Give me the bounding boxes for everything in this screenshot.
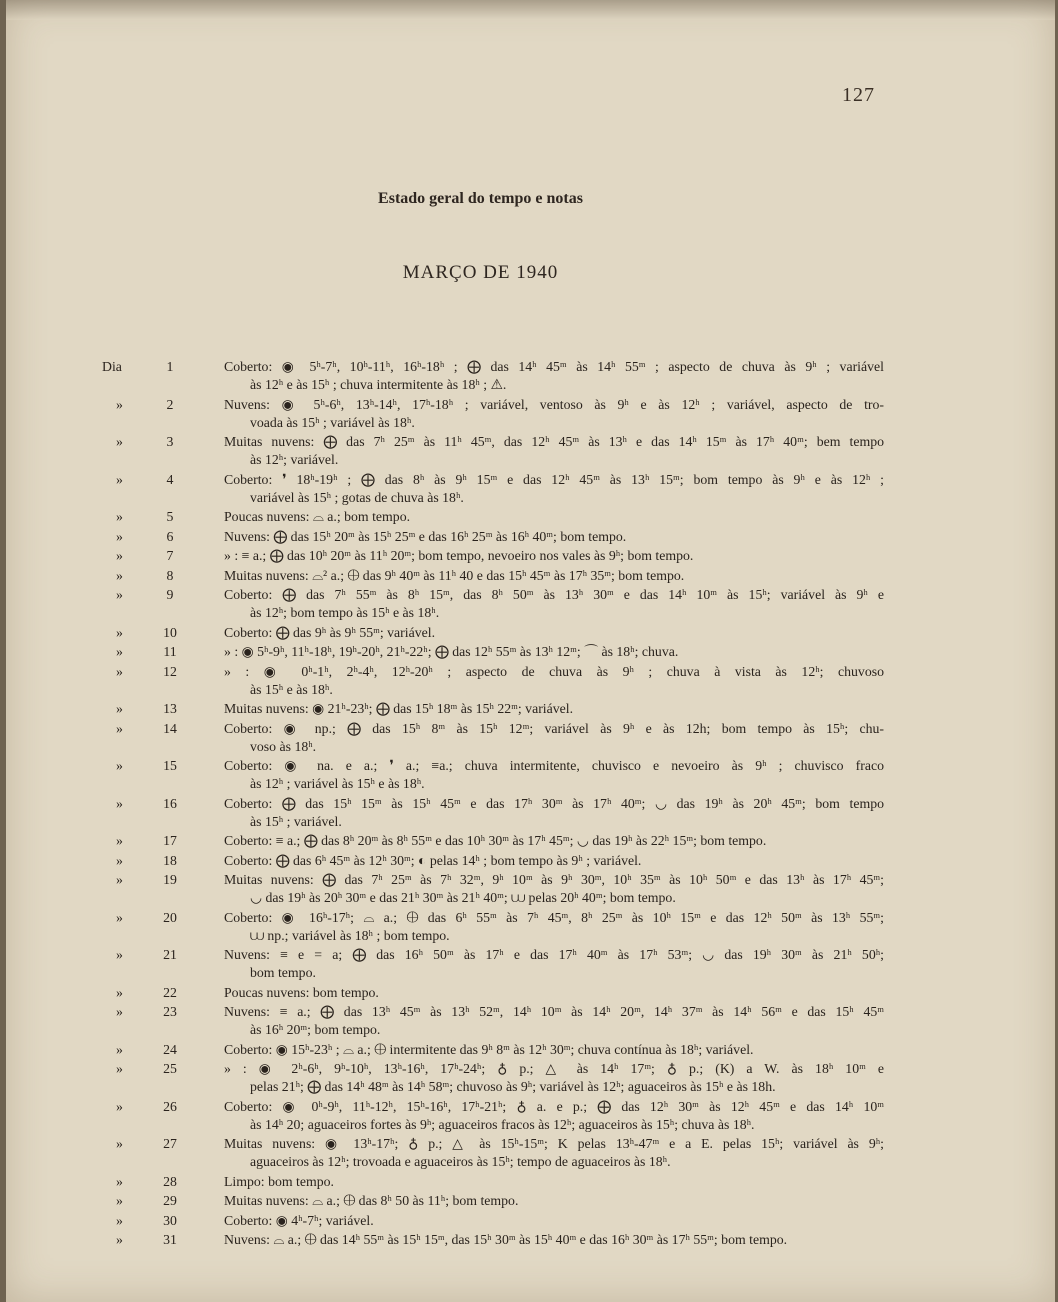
- entry-prefix: »: [116, 567, 123, 583]
- entry-text-line: Coberto: ≡ a.; ⨁ das 8ʰ 20ᵐ às 8ʰ 55ᵐ e das 10ʰ 30ᵐ às 17ʰ 45ᵐ; ◡ das 19ʰ às 22ʰ 15ᵐ; bom tempo.: [224, 833, 767, 848]
- entry-prefix: »: [116, 852, 123, 868]
- entry-row: [6, 1192, 1055, 1210]
- entry-text-line: Muitas nuvens: ⌓² a.; ⨁ das 9ʰ 40ᵐ às 11ʰ 40 e das 15ʰ 45ᵐ às 17ʰ 35ᵐ; bom tempo.: [224, 567, 685, 583]
- page-number: 127: [842, 84, 875, 106]
- entry-text-line: Muitas nuvens: ◉ 13ʰ-17ʰ; ♁ p.; △ às 15ʰ-15ᵐ; K pelas 13ʰ-47ᵐ e a E. pelas 15ʰ; variável às 9ʰ;: [224, 1136, 884, 1151]
- entry-prefix: »: [116, 1212, 123, 1228]
- entry-prefix: »: [116, 795, 123, 811]
- entry-prefix: »: [116, 1041, 123, 1057]
- entry-day: 17: [163, 833, 177, 848]
- entry-text: [224, 871, 884, 907]
- weather-entries-list: [6, 358, 1055, 1251]
- entry-prefix: »: [116, 528, 123, 544]
- entry-row: [6, 586, 1055, 622]
- entry-day: 6: [166, 528, 174, 544]
- entry-text: [224, 1003, 884, 1039]
- entry-row: [6, 1231, 1055, 1249]
- month-title-text: MARÇO DE 1940: [402, 262, 559, 283]
- entry-text-line: Coberto: ◉ 5ʰ-7ʰ, 10ʰ-11ʰ, 16ʰ-18ʰ ; ⨁ das 14ʰ 45ᵐ às 14ʰ 55ᵐ ; aspecto de chuva às 9ʰ ; variável: [224, 359, 884, 374]
- entry-text: [224, 795, 884, 831]
- entry-text: [224, 433, 884, 469]
- entry-day: 25: [163, 1061, 177, 1076]
- entry-text-line: às 12ʰ; bom tempo às 15ʰ e às 18ʰ.: [250, 605, 440, 620]
- entry-text: [224, 643, 884, 661]
- entry-prefix: »: [116, 509, 123, 524]
- entry-text: [224, 1212, 884, 1230]
- entry-prefix: »: [116, 758, 123, 773]
- entry-text: [224, 1192, 884, 1210]
- entry-text: [224, 1098, 884, 1134]
- month-title: [6, 262, 1055, 284]
- entry-text: [224, 757, 884, 793]
- entry-text-line: às 15ʰ e às 18ʰ.: [250, 681, 333, 697]
- entry-text-line: voada às 15ʰ ; variável às 18ʰ.: [250, 414, 415, 430]
- entry-row: [6, 946, 1055, 982]
- entry-text: [224, 1173, 884, 1191]
- entry-row: [6, 624, 1055, 642]
- entry-day: 9: [166, 587, 174, 602]
- entry-text-line: Coberto: ⨁ das 7ʰ 55ᵐ às 8ʰ 15ᵐ, das 8ʰ 50ᵐ às 13ʰ 30ᵐ e das 14ʰ 10ᵐ às 15ʰ; variável às 9ʰ e: [224, 587, 884, 602]
- entry-day: 27: [163, 1136, 177, 1151]
- entry-text-line: Nuvens: ≡ e = a; ⨁ das 16ʰ 50ᵐ às 17ʰ e das 17ʰ 40ᵐ às 17ʰ 53ᵐ; ◡ das 19ʰ 30ᵐ às 21ʰ 50ʰ;: [224, 947, 884, 962]
- entry-prefix: »: [116, 1136, 123, 1151]
- entry-prefix: »: [116, 947, 123, 962]
- entry-row: [6, 984, 1055, 1002]
- entry-day: 2: [166, 396, 174, 412]
- entry-text-line: Coberto: ◉ na. e a.; ❜ a.; ≡a.; chuva intermitente, chuvisco e nevoeiro às 9ʰ ; chuvisco fraco: [224, 758, 884, 773]
- entry-text-line: Limpo: bom tempo.: [224, 1173, 334, 1189]
- entry-text-line: Coberto: ◉ 15ʰ-23ʰ ; ⌓ a.; ⨁ intermitente das 9ʰ 8ᵐ às 12ʰ 30ᵐ; chuva contínua às 18ʰ; variável.: [224, 1041, 754, 1057]
- entry-text-line: voso às 18ʰ.: [250, 738, 317, 754]
- entry-text-line: Coberto: ◉ 4ʰ-7ʰ; variável.: [224, 1212, 374, 1228]
- entry-text-line: Coberto: ◉ 16ʰ-17ʰ; ⌓ a.; ⨁ das 6ʰ 55ᵐ às 7ʰ 45ᵐ, 8ʰ 25ᵐ às 10ʰ 15ᵐ e das 12ʰ 50ᵐ às 13ʰ 55ᵐ;: [224, 909, 884, 925]
- entry-day: 20: [163, 909, 177, 925]
- entry-row: [6, 1041, 1055, 1059]
- entry-text: [224, 1060, 884, 1096]
- entry-text-line: às 12ʰ; variável.: [250, 452, 339, 467]
- entry-row: [6, 471, 1055, 507]
- entry-prefix: »: [116, 1061, 123, 1076]
- entry-prefix: »: [116, 1098, 123, 1114]
- entry-day: 13: [163, 701, 177, 716]
- entry-day: 7: [166, 548, 174, 563]
- entry-row: [6, 528, 1055, 546]
- entry-row: [6, 909, 1055, 945]
- entry-text: [224, 508, 884, 526]
- document-page: [6, 0, 1055, 1302]
- entry-prefix: »: [116, 833, 123, 848]
- entry-prefix: »: [116, 1232, 123, 1247]
- entry-text-line: Coberto: ⨁ das 15ʰ 15ᵐ às 15ʰ 45ᵐ e das 17ʰ 30ᵐ às 17ʰ 40ᵐ; ◡ das 19ʰ às 20ʰ 45ᵐ; bom tempo: [224, 795, 884, 811]
- entry-row: [6, 1135, 1055, 1171]
- entry-text-line: às 16ʰ 20ᵐ; bom tempo.: [250, 1022, 381, 1037]
- entry-row: [6, 757, 1055, 793]
- entry-day: 16: [163, 795, 177, 811]
- section-title: [6, 190, 1055, 208]
- entry-row: [6, 871, 1055, 907]
- entry-row: [6, 547, 1055, 565]
- entry-day: 11: [163, 644, 177, 659]
- entry-text-line: » : ◉ 0ʰ-1ʰ, 2ʰ-4ʰ, 12ʰ-20ʰ ; aspecto de chuva às 9ʰ ; chuva à vista às 12ʰ; chuvoso: [224, 663, 884, 679]
- entry-row: [6, 396, 1055, 432]
- entry-text-line: ⩊ np.; variável às 18ʰ ; bom tempo.: [250, 927, 450, 943]
- entry-day: 23: [163, 1004, 177, 1019]
- entry-text-line: Poucas nuvens: bom tempo.: [224, 984, 379, 1000]
- entry-prefix: »: [116, 471, 123, 487]
- entry-row: [6, 1098, 1055, 1134]
- entry-prefix: Dia: [102, 359, 122, 374]
- entry-text-line: Muitas nuvens: ⨁ das 7ʰ 25ᵐ às 11ʰ 45ᵐ, das 12ʰ 45ᵐ às 13ʰ e das 14ʰ 15ᵐ às 17ʰ 40ᵐ; bem tempo: [224, 434, 884, 449]
- entry-text: [224, 567, 884, 585]
- entry-text-line: bom tempo.: [250, 965, 316, 980]
- entry-text: [224, 358, 884, 394]
- entry-text-line: » : ≡ a.; ⨁ das 10ʰ 20ᵐ às 11ʰ 20ᵐ; bom tempo, nevoeiro nos vales às 9ʰ; bom tempo.: [224, 548, 694, 563]
- entry-text-line: Coberto: ◉ np.; ⨁ das 15ʰ 8ᵐ às 15ʰ 12ᵐ; variável às 9ʰ e às 12h; bom tempo às 15ʰ; chu-: [224, 720, 884, 736]
- entry-row: [6, 663, 1055, 699]
- entry-row: [6, 1212, 1055, 1230]
- entry-prefix: »: [116, 548, 123, 563]
- entry-text-line: Muitas nuvens: ◉ 21ʰ-23ʰ; ⨁ das 15ʰ 18ᵐ às 15ʰ 22ᵐ; variável.: [224, 701, 574, 716]
- entry-day: 12: [163, 663, 177, 679]
- entry-text-line: às 15ʰ ; variável.: [250, 813, 342, 829]
- entry-text: [224, 1041, 884, 1059]
- entry-day: 21: [163, 947, 177, 962]
- entry-text: [224, 700, 884, 718]
- entry-prefix: »: [116, 1173, 123, 1189]
- entry-row: [6, 643, 1055, 661]
- entry-prefix: »: [116, 720, 123, 736]
- entry-text: [224, 396, 884, 432]
- entry-text-line: Poucas nuvens: ⌓ a.; bom tempo.: [224, 509, 411, 524]
- entry-row: [6, 508, 1055, 526]
- entry-prefix: »: [116, 984, 123, 1000]
- entry-text: [224, 586, 884, 622]
- page-edge-shadow: [6, 0, 1055, 20]
- entry-text-line: » : ◉ 5ʰ-9ʰ, 11ʰ-18ʰ, 19ʰ-20ʰ, 21ʰ-22ʰ; ⨁ das 12ʰ 55ᵐ às 13ʰ 12ᵐ; ⌒ às 18ʰ; chuva.: [224, 644, 679, 659]
- entry-text: [224, 946, 884, 982]
- entry-prefix: »: [116, 624, 123, 640]
- section-title-text: Estado geral do tempo e notas: [378, 190, 583, 207]
- entry-day: 31: [163, 1232, 177, 1247]
- entry-day: 29: [163, 1193, 177, 1208]
- entry-row: [6, 700, 1055, 718]
- entry-text: [224, 909, 884, 945]
- entry-text-line: às 12ʰ ; variável às 15ʰ e às 18ʰ.: [250, 776, 425, 791]
- entry-text-line: Nuvens: ⌓ a.; ⨁ das 14ʰ 55ᵐ às 15ʰ 15ᵐ, das 15ʰ 30ᵐ às 15ʰ 40ᵐ e das 16ʰ 30ᵐ às 17ʰ 55ᵐ; bom tempo.: [224, 1232, 788, 1247]
- entry-text-line: Coberto: ⨁ das 9ʰ às 9ʰ 55ᵐ; variável.: [224, 624, 436, 640]
- entry-day: 1: [166, 359, 174, 374]
- entry-row: [6, 852, 1055, 870]
- entry-day: 4: [166, 471, 174, 487]
- entry-text-line: ◡ das 19ʰ às 20ʰ 30ᵐ e das 21ʰ 30ᵐ às 21ʰ 40ᵐ; ⩊ pelas 20ʰ 40ᵐ; bom tempo.: [250, 890, 676, 905]
- entry-text-line: Coberto: ◉ 0ʰ-9ʰ, 11ʰ-12ʰ, 15ʰ-16ʰ, 17ʰ-21ʰ; ♁ a. e p.; ⨁ das 12ʰ 30ᵐ às 12ʰ 45ᵐ e das 14ʰ 10ᵐ: [224, 1098, 884, 1114]
- entry-text: [224, 720, 884, 756]
- entry-text: [224, 471, 884, 507]
- entry-prefix: »: [116, 1193, 123, 1208]
- entry-text-line: às 14ʰ 20; aguaceiros fortes às 9ʰ; aguaceiros fracos às 12ʰ; aguaceiros às 15ʰ; chuva às 18ʰ.: [250, 1116, 755, 1132]
- entry-day: 5: [166, 509, 174, 524]
- entry-prefix: »: [116, 909, 123, 925]
- entry-text: [224, 624, 884, 642]
- entry-day: 14: [163, 720, 177, 736]
- entry-row: [6, 567, 1055, 585]
- entry-day: 24: [163, 1041, 177, 1057]
- entry-text-line: Nuvens: ◉ 5ʰ-6ʰ, 13ʰ-14ʰ, 17ʰ-18ʰ ; variável, ventoso às 9ʰ e às 12ʰ ; variável, aspecto de tro-: [224, 396, 884, 412]
- entry-row: [6, 358, 1055, 394]
- entry-prefix: »: [116, 434, 123, 449]
- entry-text: [224, 528, 884, 546]
- entry-day: 19: [163, 872, 177, 887]
- entry-text-line: às 12ʰ e às 15ʰ ; chuva intermitente às 18ʰ ; ⚠.: [250, 377, 507, 392]
- entry-text-line: Muitas nuvens: ⌓ a.; ⨁ das 8ʰ 50 às 11ʰ; bom tempo.: [224, 1193, 519, 1208]
- entry-day: 22: [163, 984, 177, 1000]
- entry-text-line: Nuvens: ≡ a.; ⨁ das 13ʰ 45ᵐ às 13ʰ 52ᵐ, 14ʰ 10ᵐ às 14ʰ 20ᵐ, 14ʰ 37ᵐ às 14ʰ 56ᵐ e das 15ʰ 45ᵐ: [224, 1004, 884, 1019]
- entry-prefix: »: [116, 587, 123, 602]
- entry-day: 8: [166, 567, 174, 583]
- entry-text-line: Nuvens: ⨁ das 15ʰ 20ᵐ às 15ʰ 25ᵐ e das 16ʰ 25ᵐ às 16ʰ 40ᵐ; bom tempo.: [224, 528, 627, 544]
- entry-day: 3: [166, 434, 174, 449]
- entry-day: 15: [163, 758, 177, 773]
- entry-day: 28: [163, 1173, 177, 1189]
- entry-prefix: »: [116, 701, 123, 716]
- entry-prefix: »: [116, 396, 123, 412]
- entry-prefix: »: [116, 644, 123, 659]
- entry-text-line: Coberto: ❜ 18ʰ-19ʰ ; ⨁ das 8ʰ às 9ʰ 15ᵐ e das 12ʰ 45ᵐ às 13ʰ 15ᵐ; bom tempo às 9ʰ e às 12ʰ ;: [224, 471, 884, 487]
- entry-day: 30: [163, 1212, 177, 1228]
- entry-prefix: »: [116, 872, 123, 887]
- entry-text-line: » : ◉ 2ʰ-6ʰ, 9ʰ-10ʰ, 13ʰ-16ʰ, 17ʰ-24ʰ; ♁ p.; △ às 14ʰ 17ᵐ; ♁ p.; (K) a W. às 18ʰ 10ᵐ e: [224, 1061, 884, 1076]
- entry-day: 10: [163, 624, 177, 640]
- entry-prefix: »: [116, 1004, 123, 1019]
- entry-text-line: variável às 15ʰ ; gotas de chuva às 18ʰ.: [250, 489, 464, 505]
- entry-text-line: aguaceiros às 12ʰ; trovoada e aguaceiros às 15ʰ; tempo de aguaceiros às 18ʰ.: [250, 1154, 671, 1169]
- entry-text: [224, 984, 884, 1002]
- entry-text: [224, 832, 884, 850]
- entry-text-line: Muitas nuvens: ⨁ das 7ʰ 25ᵐ às 7ʰ 32ᵐ, 9ʰ 10ᵐ às 9ʰ 30ᵐ, 10ʰ 35ᵐ às 10ʰ 50ᵐ e das 13ʰ às 17ʰ 45ᵐ;: [224, 872, 884, 887]
- entry-text-line: pelas 21ʰ; ⨁ das 14ʰ 48ᵐ às 14ʰ 58ᵐ; chuvoso às 9ʰ; variável às 12ʰ; aguaceiros às 15ʰ e às 18h.: [250, 1079, 776, 1094]
- entry-text: [224, 547, 884, 565]
- entry-text: [224, 663, 884, 699]
- entry-row: [6, 1060, 1055, 1096]
- entry-text: [224, 1231, 884, 1249]
- entry-text-line: Coberto: ⨁ das 6ʰ 45ᵐ às 12ʰ 30ᵐ; ◐ pelas 14ʰ ; bom tempo às 9ʰ ; variável.: [224, 852, 642, 868]
- entry-prefix: »: [116, 663, 123, 679]
- entry-text: [224, 852, 884, 870]
- entry-row: [6, 1173, 1055, 1191]
- entry-row: [6, 795, 1055, 831]
- entry-row: [6, 720, 1055, 756]
- entry-row: [6, 433, 1055, 469]
- entry-day: 26: [163, 1098, 177, 1114]
- entry-row: [6, 832, 1055, 850]
- entry-day: 18: [163, 852, 177, 868]
- entry-row: [6, 1003, 1055, 1039]
- entry-text: [224, 1135, 884, 1171]
